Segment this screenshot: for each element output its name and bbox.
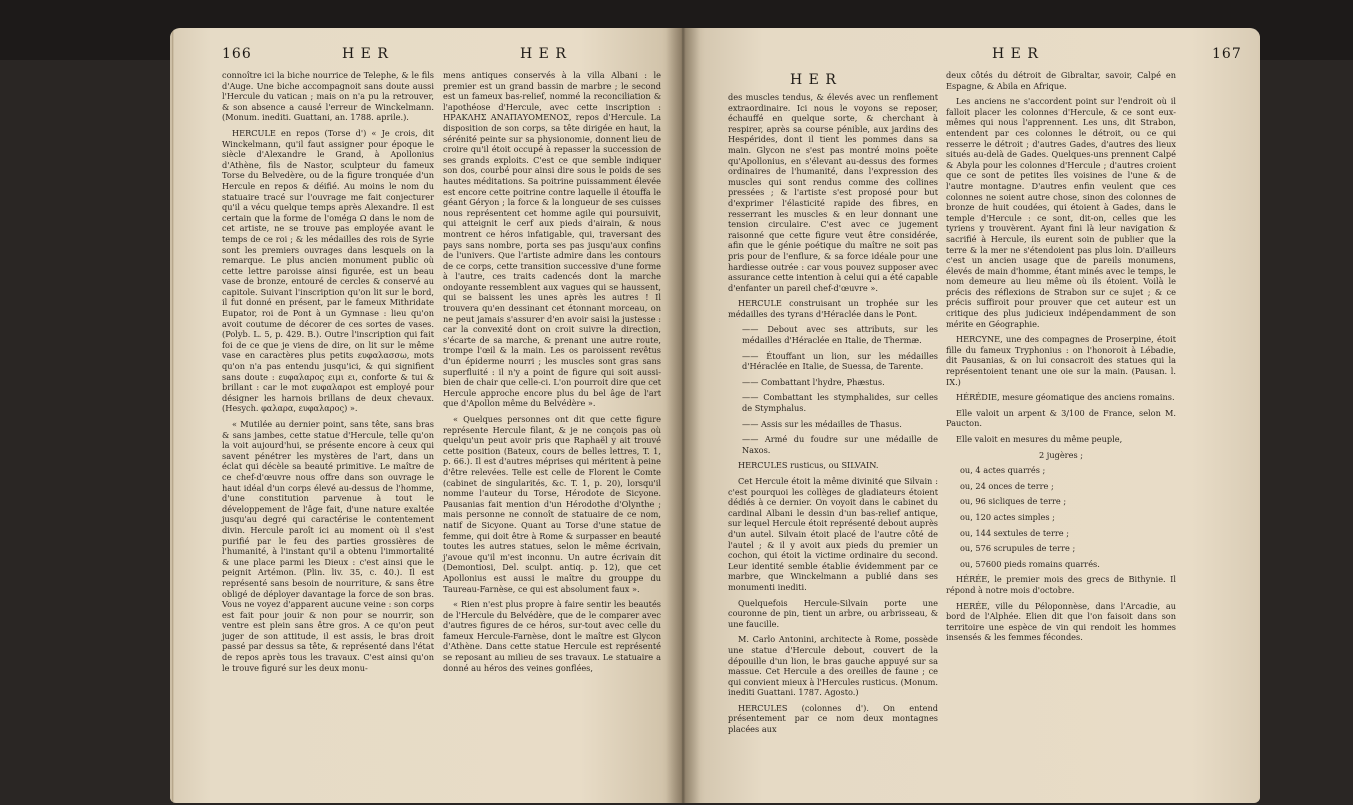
paragraph: HERÉE, ville du Péloponnèse, dans l'Arcadie, au bord de l'Alphée. Elien dit que l'on faisoit dans son territoire une espèce de vin qui rendoit les hommes insensés & les femmes fécondes.	[946, 600, 1176, 643]
paragraph: —— Combattant les stymphalides, sur celles de Stymphalus.	[742, 392, 938, 414]
list-item: ou, 24 onces de terre ;	[960, 480, 1054, 491]
list-item: ou, 4 actes quarrés ;	[960, 465, 1046, 476]
list-item: ou, 576 scrupules de terre ;	[960, 543, 1076, 554]
list-item: ou, 57600 pieds romains quarrés.	[960, 558, 1100, 569]
list-item: ou, 120 actes simples ;	[960, 511, 1055, 522]
paragraph: HERCYNE, une des compagnes de Proserpine, étoit fille du fameux Tryphonius : on l'honoroit à Lébadie, dit Pausanias, & on lui consacroit des statues qui la représentoient tenant une oie sur la main. (Pausan. l. IX.)	[946, 334, 1176, 387]
left-column-1	[222, 70, 434, 678]
section-heading: HERCULES rusticus, ou SILVAIN.	[738, 460, 879, 471]
paragraph: Les anciens ne s'accordent point sur l'endroit où il falloit placer les colonnes d'Hercule, & ce sont eux-mêmes qui nous l'apprennent. Les uns, dit Strabon, entendent par ces colonnes le détroit, ou ce qui resserre le détroit ; d'autres Gades, d'autres des lieux situés au-delà de Gades. Quelques-uns prennent Calpé & Abyla pour les colonnes d'Hercule ; d'autres croient que ce sont de petites îles voisines de l'une & de l'autre montagne. D'autres enfin veulent que ces colonnes ne soient autre chose, sinon des colonnes de bronze de huit coudées, qui étoient à Gades, dans le temple d'Hercule : ce sont, dit-on, celles que les tyriens y trouvèrent. Ayant fini là leur navigation & sacrifié à Hercule, ils eurent soin de publier que la terre & la mer ne s'étendoient pas plus loin. D'ailleurs c'est un ancien usage que de pareils monumens, élevés de main d'homme, étant minés avec le temps, le nom demeure au lieu même où ils étoient. Voilà le précis des réflexions de Strabon sur ce sujet ; & ce précis suffiroit pour prouver que cet auteur est un critique des plus judicieux indépendamment de son mérite en Géographie.	[946, 96, 1176, 329]
paragraph: —— Debout avec ses attributs, sur les médailles d'Héraclée en Italie, de Thermæ.	[742, 324, 938, 346]
left-page-edge	[170, 28, 174, 803]
left-page	[170, 28, 682, 803]
left-running-head-2: H E R	[520, 46, 567, 62]
paragraph: —— Étouffant un lion, sur les médailles d'Héraclée en Italie, de Suessa, de Tarente.	[742, 350, 938, 372]
right-page-number: 167	[1212, 46, 1242, 62]
right-page-edge	[1258, 28, 1260, 803]
right-column-2	[946, 70, 1176, 648]
paragraph: Elle valoit un arpent & 3/100 de France, selon M. Paucton.	[946, 407, 1176, 429]
paragraph: M. Carlo Antonini, architecte à Rome, possède une statue d'Hercule debout, couvert de la dépouille d'un lion, le bras gauche appuyé sur sa massue. Cet Hercule a des oreilles de faune ; ce qui convient mieux à l'Hercules rusticus. (Monum. inediti Guattani. 1787. Agosto.)	[728, 634, 938, 698]
paragraph: « Rien n'est plus propre à faire sentir les beautés de l'Hercule du Belvédère, que de le comparer avec d'autres figures de ce héros, sur-tout avec celle du fameux Hercule-Farnèse, dont le maître est Glycon d'Athène. Dans cette statue Hercule est représenté se reposant au milieu de ses travaux. Le statuaire a donné au héros des veines gonflées,	[443, 599, 661, 673]
paragraph: connoître ici la biche nourrice de Telephe, & le fils d'Auge. Une biche accompagnoit sans doute aussi l'Hercule du vatican ; mais on n'a pu la retrouver, & son absence a causé l'erreur de Winckelmann. (Monum. inediti. Guattani, an. 1788. aprile.).	[222, 70, 434, 123]
left-page-number: 166	[222, 46, 252, 62]
paragraph: Quelquefois Hercule-Silvain porte une couronne de pin, tient un arbre, ou arbrisseau, & une faucille.	[728, 597, 938, 629]
paragraph: Cet Hercule étoit la même divinité que Silvain : c'est pourquoi les collèges de gladiateurs étoient dédiés à ce dernier. On voyoit dans le cabinet du cardinal Albani le dessin d'un bas-relief antique, sur lequel Hercule étoit représenté debout auprès d'un autel. Silvain étoit placé de l'autre côté de l'autel ; & il y avoit aux pieds du premier un cochon, qui étoit la victime ordinaire du second. Leur identité semble établie évidemment par ce marbre, que Winckelmann a publié dans ses monumenti inediti.	[728, 476, 938, 592]
paragraph: HERCULE en repos (Torse d') « Je crois, dit Winckelmann, qu'il faut assigner pour époque le siècle d'Alexandre le Grand, à Apollonius d'Athène, fils de Nastor, sculpteur du fameux Torse du Belvedère, ou de la figure tronquée d'un Hercule en repos & déifié. Au moins le nom du statuaire tracé sur l'ouvrage me fait conjecturer qu'il a vécu quelque temps après Alexandre. Il est certain que la forme de l'oméga Ω dans le nom de cet artiste, ne se trouve pas employée avant le temps de ce roi ; & les médailles des rois de Syrie sont les premiers ouvrages dans lesquels on la remarque. Le plus ancien monument public où cette lettre paroisse ainsi figurée, est un beau vase de bronze, entouré de cercles & conservé au capitole. Suivant l'inscription qu'on lit sur le bord, il fut donné en présent, par le fameux Mithridate Eupator, roi de Pont à un Gymnase : lieu qu'on avoit coutume de décorer de ces sortes de vases. (Polyb. L. 5, p. 429. B.). Outre l'inscription qui fait foi de ce que je viens de dire, on lit sur le même vase en caractères plus petits ευφαλασσω, mots qu'on n'a pas entendu jusqu'ici, & qui signifient sans doute : ευφαλαρος ειμι ει, conforte & tui & brillant : car le mot ευφαλαροι est employé pour désigner les harnois brillans de deux chevaux. (Hesych. φαλαρα, ευφαλαρος) ».	[222, 127, 434, 414]
paragraph: deux côtés du détroit de Gibraltar, savoir, Calpé en Espagne, & Abila en Afrique.	[946, 70, 1176, 91]
paragraph: mens antiques conservés à la villa Albani : le premier est un grand bassin de marbre ; le second est un fameux bas-relief, nommé la reconciliation & l'apothéose d'Hercule, avec cette inscription : ΗΡΑΚΛΗΣ ΑΝΑΠΑΥΟΜΕΝΟΣ, repos d'Hercule. La disposition de son corps, sa tête dirigée en haut, la sérénité peinte sur sa physionomie, donnent lieu de croire qu'il étoit occupé à repasser la succession de ses grands exploits. C'est ce que semble indiquer son dos, courbé pour ainsi dire sous le poids de ses hautes méditations. Sa poitrine puissamment élevée est encore cette poitrine contre laquelle il étouffa le géant Géryon ; la force & la longueur de ses cuisses nous représentent cet homme agile qui poursuivit, qui atteignit le cerf aux pieds d'airain, & nous montrent ce héros infatigable, qui, traversant des pays sans nombre, porta ses pas jusqu'aux confins de l'univers. Que l'artiste admire dans les contours de ce corps, cette transition successive d'une forme à l'autre, ces traits cadencés dont la marche ondoyante ressemblent aux vagues qui se haussent, qui se baissent les unes après les autres ! Il trouvera qu'en dessinant cet étonnant morceau, on ne peut jamais s'assurer d'en avoir saisi la justesse : car la convexité dont on croit suivre la direction, s'écarte de sa marche, & prenant une autre route, trompe l'œil & la main. Les os paroissent revêtus d'un épiderme nourri ; les muscles sont gras sans superfluité : il n'y a point de figure qui soit aussi-bien de chair que celle-ci. L'on pourroit dire que cet Hercule approche encore plus du bel âge de l'art que d'Apollon même du Belvédère ».	[443, 70, 661, 409]
right-running-head-1: H E R	[790, 72, 837, 88]
paragraph: —— Assis sur les médailles de Thasus.	[742, 418, 902, 429]
paragraph: HERCULE construisant un trophée sur les médailles des tyrans d'Héraclée dans le Pont.	[728, 298, 938, 319]
list-item: 2 jugères ;	[1038, 449, 1084, 460]
paragraph: HERCULES (colonnes d'). On entend présentement par ce nom deux montagnes placées aux	[728, 702, 938, 735]
paragraph: « Quelques personnes ont dit que cette figure représente Hercule filant, & je ne conçois pas où quelqu'un peut avoir pris que Raphaël y ait trouvé cette position (Bateux, cours de belles lettres, T. 1, p. 66.). Il est d'autres méprises qui méritent à peine d'être relevées. Telle est celle de Florent le Comte (cabinet de singularités, &c. T. 1, p. 20), lorsqu'il nomme l'auteur du Torse, Hérodote de Sicyone. Pausanias fait mention d'un Hérodothe d'Olynthe ; mais personne ne connoît de statuaire de ce nom, natif de Sicyone. Quant au Torse d'une statue de femme, qui doit être à Rome & surpasser en beauté toutes les autres statues, selon le même écrivain, j'avoue qu'il m'est inconnu. Un autre écrivain dit (Demontiosi, Del. sculpt. antiq. p. 12), que cet Apollonius est aussi le maître du grouppe du Taureau-Farnèse, ce qui est absolument faux ».	[443, 414, 661, 594]
list-item: ou, 144 sextules de terre ;	[960, 527, 1069, 538]
right-page	[682, 28, 1260, 803]
left-column-2	[443, 70, 661, 678]
book-gutter	[666, 28, 700, 803]
paragraph: des muscles tendus, & élevés avec un renflement extraordinaire. Ici nous le voyons se reposer, échauffé en quelque sorte, & cherchant à respirer, après sa course pénible, aux jardins des Hespérides, dont il tient les pommes dans sa main. Glycon ne s'est pas montré moins poëte qu'Apollonius, en s'élevant au-dessus des formes ordinaires de l'humanité, dans l'expression des muscles qui sont rendus comme des collines pressées ; & l'artiste s'est proposé pour but d'exprimer l'élasticité rapide des fibres, en resserrant les muscles & en leur donnant une tension circulaire. C'est avec ce jugement raisonné que cette figure veut être considérée, afin que le génie poétique du maître ne soit pas pris pour de l'enflure, & sa force idéale pour une hardiesse outrée : car vous pouvez supposer avec assurance cette intention à celui qui a été capable d'enfanter un pareil chef-d'œuvre ».	[728, 92, 938, 293]
left-running-head-1: H E R	[342, 46, 389, 62]
paragraph: HÉRÉDIE, mesure géomatique des anciens romains.	[956, 392, 1175, 403]
paragraph: —— Armé du foudre sur une médaille de Naxos.	[742, 434, 938, 455]
paragraph: HÉRÉE, le premier mois des grecs de Bithynie. Il répond à notre mois d'octobre.	[946, 574, 1176, 595]
list-item: ou, 96 sicliques de terre ;	[960, 496, 1067, 507]
book-spread	[170, 28, 1260, 803]
right-column-1	[728, 92, 938, 740]
paragraph: Elle valoit en mesures du même peuple,	[956, 434, 1123, 444]
paragraph: « Mutilée au dernier point, sans tête, sans bras & sans jambes, cette statue d'Hercule, telle qu'on la voit aujourd'hui, se présente encore à ceux qui savent pénétrer les mystères de l'art, dans un éclat qui décèle sa beauté primitive. Le maître de ce chef-d'œuvre nous offre dans son ouvrage le haut idéal d'un corps élevé au-dessus de l'homme, d'une constitution parvenue à tout le développement de l'âge fait, d'une nature exaltée jusqu'au degré qui caractérise le contentement divin. Hercule paroît ici au moment où il s'est purifié par le feu des parties grossières de l'humanité, à l'instant qu'il a obtenu l'immortalité & une place parmi les Dieux : c'est ainsi que le peignit Artémon. (Plin. liv. 35, c. 40.). Il est représenté sans besoin de nourriture, & sans être obligé de déployer davantage la force de son bras. Vous ne voyez d'apparent aucune veine : son corps est fait pour jouir & non pour se nourrir, son ventre est plein sans être gros. A ce qu'on peut juger de son attitude, il est assis, le bras droit passé par dessus sa tête, & représenté dans l'état de repos après tous les travaux. C'est ainsi qu'on le trouve figuré sur les deux monu-	[222, 419, 434, 673]
right-running-head-2: H E R	[992, 46, 1039, 62]
paragraph: —— Combattant l'hydre, Phæstus.	[742, 376, 885, 387]
